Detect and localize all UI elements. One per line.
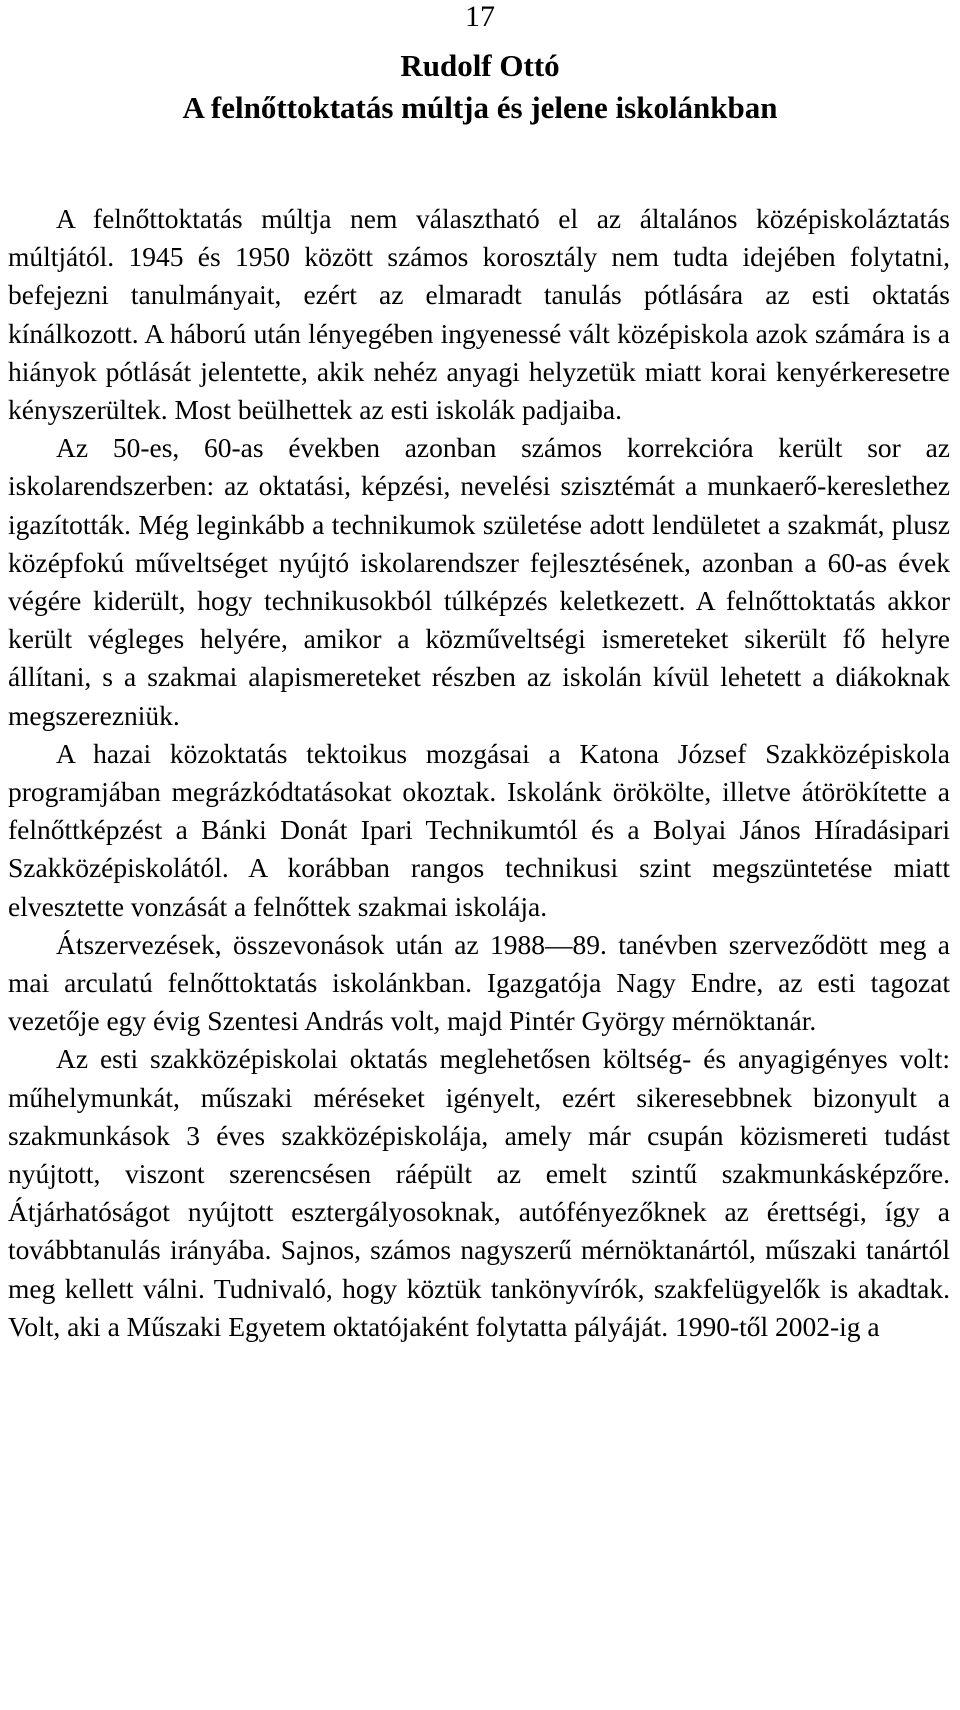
article-title: A felnőttoktatás múltja és jelene iskolánkban xyxy=(182,90,778,125)
paragraph-2: Az 50-es, 60-as években azonban számos korrekcióra került sor az iskolarendszerben: az oktatási, képzési, nevelési szisztémát a munkaerő-kereslethez igazították. Még leginkább a technikumok születése adott lendületet a szakmát, plusz középfokú műveltséget nyújtó iskolarendszer fejlesztésének, azonban a 60-as évek végére kiderült, hogy technikusokból túlképzés keletkezett. A felnőttoktatás akkor került végleges helyére, amikor a közműveltségi ismereteket sikerült fő helyre állítani, s a szakmai alapismereteket részben az iskolán kívül lehetett a diákoknak megszerezniük. xyxy=(8,432,950,731)
author-name: Rudolf Ottó xyxy=(400,48,560,83)
paragraph-4: Átszervezések, összevonások után az 1988—89. tanévben szerveződött meg a mai arculatú felnőttoktatás iskolánkban. Igazgatója Nagy Endre, az esti tagozat vezetője egy évig Szentesi András volt, majd Pintér György mérnöktanár. xyxy=(8,928,950,1037)
paragraph-5: Az esti szakközépiskolai oktatás meglehetősen költség- és anyagigényes volt: műhelymunkát, műszaki méréseket igényelt, ezért sikeresebbnek bizonyult a szakmunkások 3 éves szakközépiskolája, amely már csupán közismereti tudást nyújtott, viszont szerencsésen ráépült az emelt szintű szakmunkásképzőre. Átjárhatóságot nyújtott esztergályosoknak, autófényezőknek az érettségi, így a továbbtanulás irányába. Sajnos, számos nagyszerű mérnöktanártól, műszaki tanártól meg kellett válni. Tudnivaló, hogy köztük tankönyvírók, szakfelügyelők is akadtak. Volt, aki a Műszaki Egyetem oktatójaként folytatta pályáját. 1990-től 2002-ig a xyxy=(8,1043,950,1342)
paragraph-3: A hazai közoktatás tektoikus mozgásai a Katona József Szakközépiskola programjában megrázkódtatásokat okoztak. Iskolánk örökölte, illetve átörökítette a felnőttképzést a Bánki Donát Ipari Technikumtól és a Bolyai János Híradásipari Szakközépiskolától. A korábban rangos technikusi szint megszüntetése miatt elvesztette vonzását a felnőttek szakmai iskolája. xyxy=(8,737,950,922)
paragraph-1: A felnőttoktatás múltja nem választható el az általános középiskoláztatás múltjától. 1945 és 1950 között számos korosztály nem tudta idejében folytatni, befejezni tanulmányait, ezért az elmaradt tanulás pótlására az esti oktatás kínálkozott. A háború után lényegében ingyenessé vált középiskola azok számára is a hiányok pótlását jelentette, akik nehéz anyagi helyzetük miatt korai kenyérkeresetre kényszerültek. Most beülhettek az esti iskolák padjaiba. xyxy=(8,203,950,426)
article-body xyxy=(8,200,950,1346)
page-number: 17 xyxy=(465,0,495,33)
